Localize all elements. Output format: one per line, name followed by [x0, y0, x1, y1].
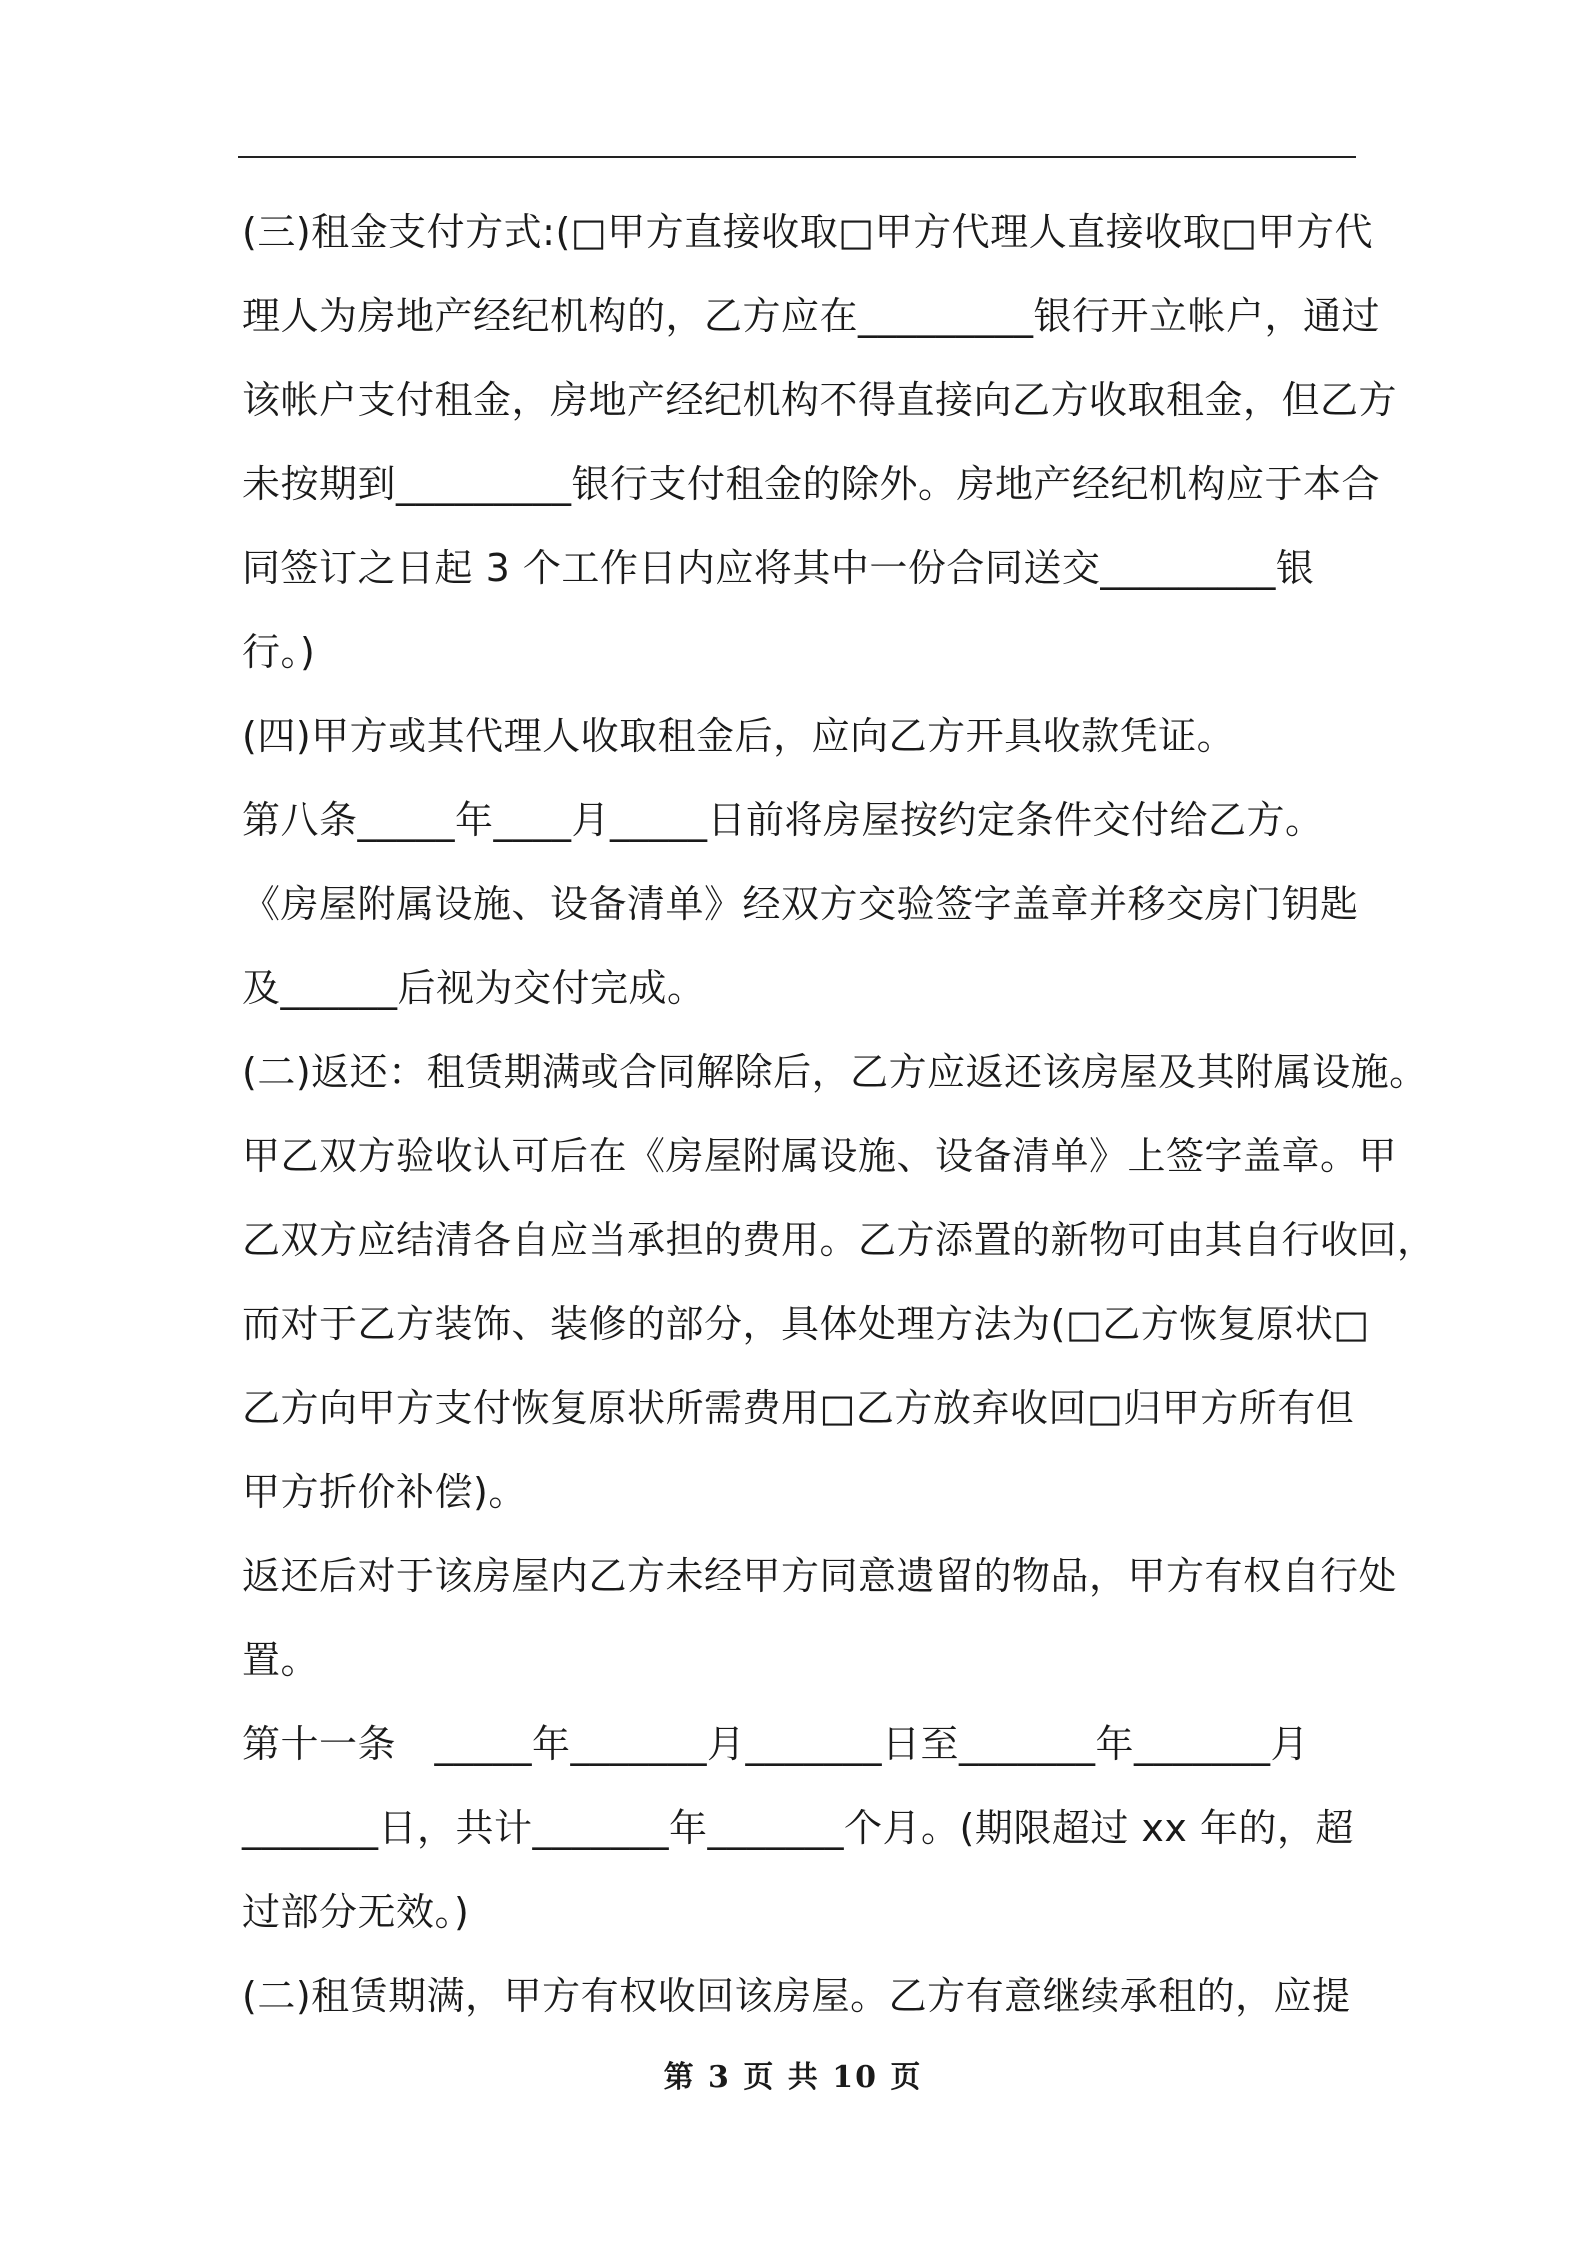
text-line: 同签订之日起 3 个工作日内应将其中一份合同送交_________银 [242, 546, 1315, 590]
text-line: 《房屋附属设施、设备清单》经双方交验签字盖章并移交房门钥匙 [242, 882, 1359, 926]
text-line: (二)租赁期满，甲方有权收回该房屋。乙方有意继续承租的，应提 [242, 1974, 1351, 2018]
text-line: 乙方向甲方支付恢复原状所需费用□乙方放弃收回□归甲方所有但 [242, 1386, 1355, 1430]
text-line: 过部分无效。) [242, 1890, 470, 1934]
text-line: 该帐户支付租金，房地产经纪机构不得直接向乙方收取租金，但乙方 [242, 378, 1398, 422]
text-line: 甲方折价补偿)。 [242, 1470, 527, 1514]
document-body [242, 190, 1436, 2038]
text-line: 行。) [242, 630, 316, 674]
text-line: (三)租金支付方式:(□甲方直接收取□甲方代理人直接收取□甲方代 [242, 210, 1373, 254]
page-number-footer: 第 3 页 共 10 页 [663, 2060, 923, 2095]
text-line: (四)甲方或其代理人收取租金后，应向乙方开具收款凭证。 [242, 714, 1236, 758]
text-line: _______日，共计_______年_______个月。(期限超过 xx 年的，超 [242, 1806, 1354, 1850]
text-line: 乙双方应结清各自应当承担的费用。乙方添置的新物可由其自行收回， [242, 1218, 1436, 1262]
text-line: (二)返还：租赁期满或合同解除后，乙方应返还该房屋及其附属设施。 [242, 1050, 1428, 1094]
text-line: 甲乙双方验收认可后在《房屋附属设施、设备清单》上签字盖章。甲 [242, 1134, 1398, 1178]
text-line: 置。 [242, 1638, 320, 1682]
text-line: 及______后视为交付完成。 [242, 966, 706, 1010]
header-rule [238, 156, 1356, 158]
text-line: 第八条_____年____月_____日前将房屋按约定条件交付给乙方。 [242, 798, 1324, 842]
text-line: 未按期到_________银行支付租金的除外。房地产经纪机构应于本合 [242, 462, 1381, 506]
text-line: 理人为房地产经纪机构的，乙方应在_________银行开立帐户，通过 [242, 294, 1381, 338]
text-line: 第十一条 _____年_______月_______日至_______年_______月 [242, 1722, 1310, 1766]
text-line: 返还后对于该房屋内乙方未经甲方同意遗留的物品，甲方有权自行处 [242, 1554, 1398, 1598]
text-line: 而对于乙方装饰、装修的部分，具体处理方法为(□乙方恢复原状□ [242, 1302, 1370, 1346]
